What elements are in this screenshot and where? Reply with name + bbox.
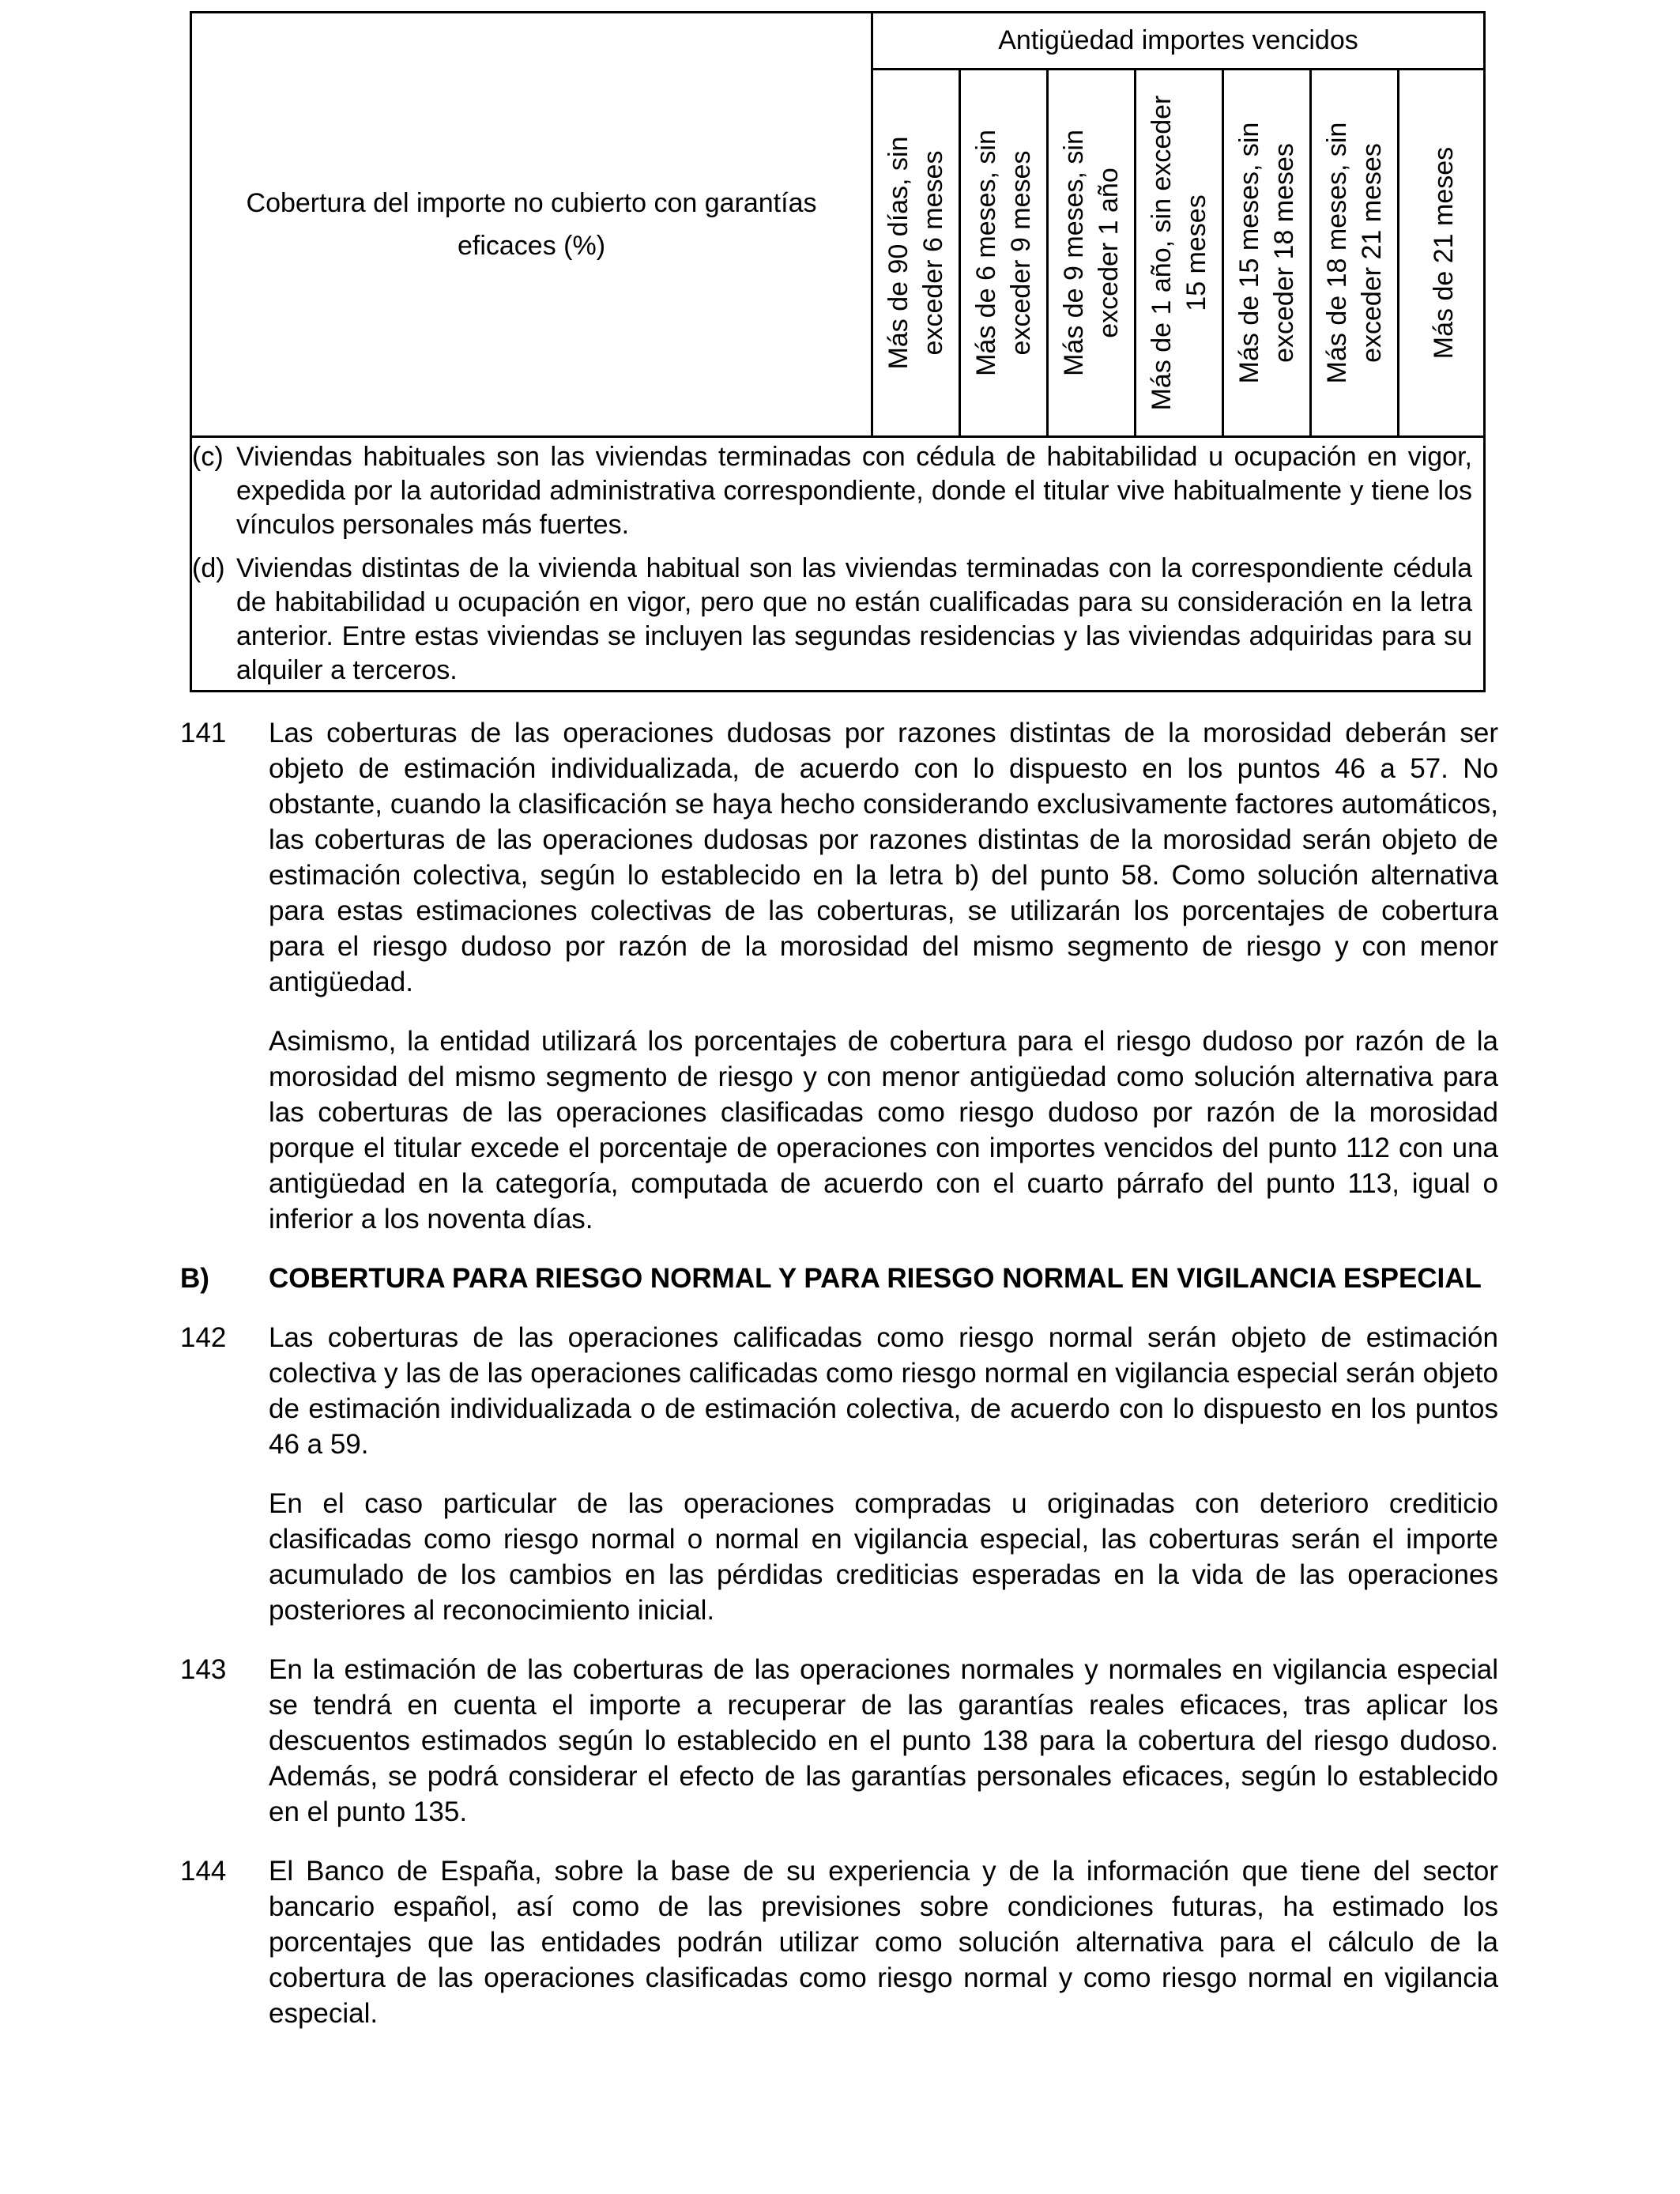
column-header <box>1136 70 1224 435</box>
table-divider <box>192 435 1483 438</box>
coverage-table <box>190 11 1486 692</box>
note-text: Viviendas habituales son las viviendas terminadas con cédula de habitabilidad u ocupación en vigor, expedida por la autoridad administrativa correspondiente, donde el titular vive habitualmente y tiene los vínculos personales más fuertes. <box>236 442 1472 540</box>
paragraph-141 <box>180 715 1498 1237</box>
paragraph-number: 142 <box>180 1322 227 1353</box>
document-body <box>180 715 1498 2055</box>
paragraph-text: Las coberturas de las operaciones dudosas por razones distintas de la morosidad deberán ser objeto de estimación individualizada, de acuerdo con lo dispuesto en los puntos 46 a 57. No obstante, cuando la clasificación se haya hecho considerando exclusivamente factores automáticos, las coberturas de las operaciones dudosas por razones distintas de la morosidad serán objeto de estimación colectiva, según lo establecido en la letra b) del punto 58. Como solución alternativa para estas estimaciones colectivas de las coberturas, se utilizarán los porcentajes de cobertura para el riesgo dudoso por razón de la morosidad del mismo segmento de riesgo y con menor antigüedad. <box>269 718 1498 997</box>
paragraph-text: En el caso particular de las operaciones compradas u originadas con deterioro crediticio clasificadas como riesgo normal o normal en vigilancia especial, las coberturas serán el importe acumulado de los cambios en las pérdidas crediticias esperadas en la vida de las operaciones posteriores al reconocimiento inicial. <box>269 1488 1498 1626</box>
column-header-label: Más de 90 días, sin exceder 6 meses <box>883 136 948 370</box>
section-title: COBERTURA PARA RIESGO NORMAL Y PARA RIESGO NORMAL EN VIGILANCIA ESPECIAL <box>269 1263 1482 1294</box>
column-header <box>1049 70 1136 435</box>
column-header <box>1224 70 1312 435</box>
paragraph-number: 143 <box>180 1654 227 1685</box>
note-mark: (d) <box>192 553 225 583</box>
column-header-label: Más de 21 meses <box>1428 146 1459 360</box>
paragraph-text: Las coberturas de las operaciones calificadas como riesgo normal serán objeto de estimación colectiva y las de las operaciones calificadas como riesgo normal en vigilancia especial serán objeto de estimación individualizada o de estimación colectiva, de acuerdo con lo dispuesto en los puntos 46 a 59. <box>269 1322 1498 1460</box>
table-note <box>192 552 1472 688</box>
paragraph-142 <box>180 1320 1498 1628</box>
coverage-label: Cobertura del importe no cubierto con garantías eficaces (%) <box>192 13 873 435</box>
group-header: Antigüedad importes vencidos <box>873 13 1483 70</box>
paragraph-number: 141 <box>180 718 227 748</box>
column-header <box>961 70 1049 435</box>
column-header-label: Más de 15 meses, sin exceder 18 meses <box>1234 122 1299 384</box>
note-text: Viviendas distintas de la vivienda habitual son las viviendas terminadas con la correspondiente cédula de habitabilidad u ocupación en vigor, pero que no están cualificadas para su consideración en la letra anterior. Entre estas viviendas se incluyen las segundas residencias y las viviendas adquiridas para su alquiler a terceros. <box>236 553 1472 685</box>
paragraph-text: Asimismo, la entidad utilizará los porcentajes de cobertura para el riesgo dudoso por razón de la morosidad del mismo segmento de riesgo y con menor antigüedad como solución alternativa para las coberturas de las operaciones clasificadas como riesgo dudoso por razón de la morosidad porque el titular excede el porcentaje de operaciones con importes vencidos del punto 112 con una antigüedad en la categoría, computada de acuerdo con el cuarto párrafo del punto 113, igual o inferior a los noventa días. <box>269 1026 1498 1235</box>
paragraph-144 <box>180 1853 1498 2031</box>
section-heading-b <box>180 1261 1498 1296</box>
column-header-label: Más de 6 meses, sin exceder 9 meses <box>971 130 1036 376</box>
column-header <box>1312 70 1399 435</box>
paragraph-number: 144 <box>180 1856 227 1887</box>
table-note <box>192 440 1472 542</box>
note-mark: (c) <box>192 442 224 472</box>
section-number: B) <box>180 1263 209 1294</box>
paragraph-143 <box>180 1652 1498 1830</box>
paragraph-text: El Banco de España, sobre la base de su experiencia y de la información que tiene del sector bancario español, así como de las previsiones sobre condiciones futuras, ha estimado los porcentajes que las entidades podrán utilizar como solución alternativa para el cálculo de la cobertura de las operaciones clasificadas como riesgo normal y como riesgo normal en vigilancia especial. <box>269 1856 1498 2029</box>
column-header-label: Más de 1 año, sin exceder 15 meses <box>1147 95 1211 411</box>
column-header-label: Más de 18 meses, sin exceder 21 meses <box>1322 122 1387 384</box>
column-header <box>1399 70 1487 435</box>
table-notes <box>192 440 1483 697</box>
column-header <box>873 70 961 435</box>
column-header-label: Más de 9 meses, sin exceder 1 año <box>1059 130 1124 376</box>
paragraph-text: En la estimación de las coberturas de las operaciones normales y normales en vigilancia especial se tendrá en cuenta el importe a recuperar de las garantías reales eficaces, tras aplicar los descuentos estimados según lo establecido en el punto 138 para la cobertura del riesgo dudoso. Además, se podrá considerar el efecto de las garantías personales eficaces, según lo establecido en el punto 135. <box>269 1654 1498 1827</box>
